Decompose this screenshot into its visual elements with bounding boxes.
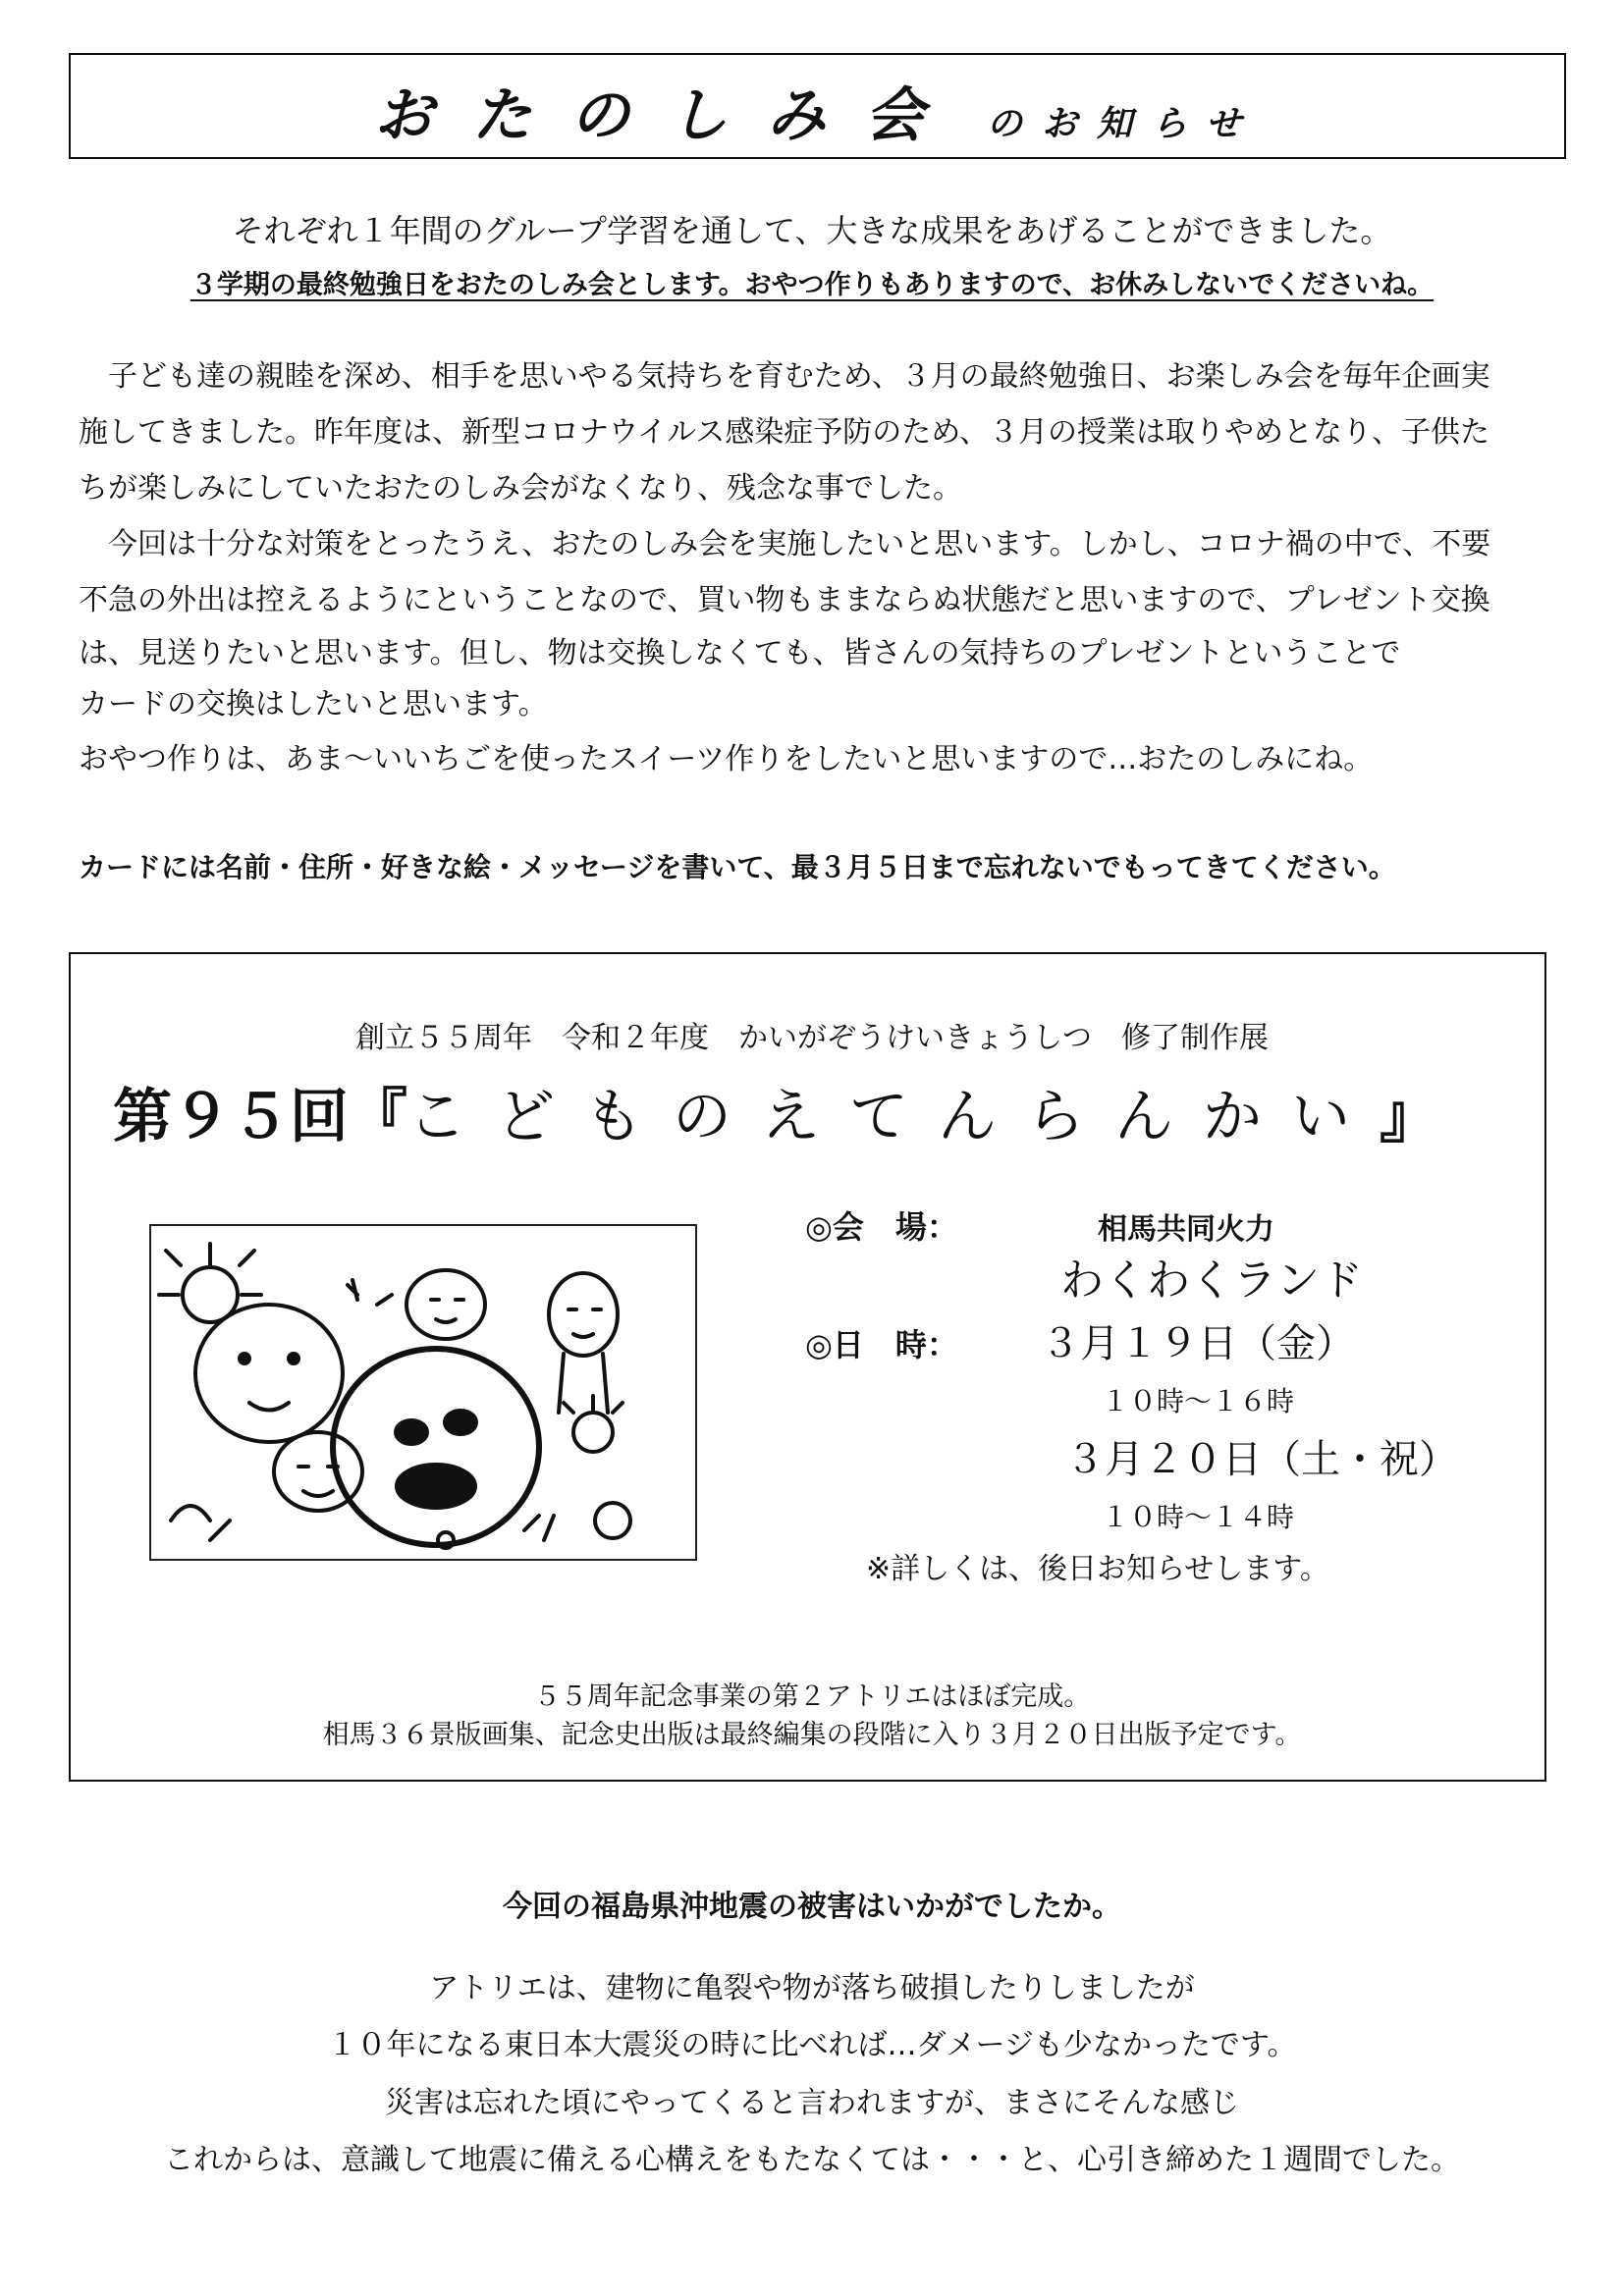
earthquake-line: 災害は忘れた頃にやってくると言われますが、まさにそんな感じ — [385, 2086, 1239, 2120]
exhibition-title-prefix: 第９５回『 — [113, 1083, 407, 1151]
exhibition-title-kana: こどものえてんらんかい — [407, 1083, 1380, 1151]
body-line: カードの交換はしたいと思います。 — [79, 687, 548, 721]
earthquake-line: アトリエは、建物に亀裂や物が落ち破損したりしましたが — [429, 1971, 1195, 2005]
anniversary-line: ５５周年記念事業の第２アトリエはほぼ完成。 — [533, 1682, 1091, 1712]
date-first-day: ３月１９日（金） — [1041, 1321, 1355, 1366]
earthquake-heading: 今回の福島県沖地震の被害はいかがでしたか。 — [503, 1890, 1121, 1924]
anniversary-line: 相馬３６景版画集、記念史出版は最終編集の段階に入り３月２０日出版予定です。 — [322, 1720, 1302, 1750]
earthquake-line: １０年になる東日本大震災の時に比べれば…ダメージも少なかったです。 — [327, 2028, 1297, 2062]
notice-title — [69, 69, 1566, 153]
body-line: 今回は十分な対策をとったうえ、おたのしみ会を実施したいと思います。しかし、コロナ禍の中で、不要 — [79, 527, 1491, 561]
notice-title-main: おたのしみ会 — [374, 81, 964, 150]
body-line: 施してきました。昨年度は、新型コロナウイルス感染症予防のため、３月の授業は取りやめとなり、子供た — [79, 415, 1489, 450]
children-drawing-image — [149, 1224, 697, 1561]
earthquake-line: これからは、意識して地震に備える心構えをもたなくては・・・と、心引き締めた１週間でした。 — [164, 2143, 1460, 2177]
intro-emphasis-text: ３学期の最終勉強日をおたのしみ会とします。おやつ作りもありますので、お休みしないでくださいね。 — [189, 270, 1435, 300]
body-line: 不急の外出は控えるようにということなので、買い物もままならぬ状態だと思いますので、プレゼント交換 — [79, 583, 1490, 617]
exhibition-title-suffix: 』 — [1380, 1083, 1438, 1151]
exhibition-title — [113, 1070, 1438, 1154]
exhibition-subtitle: 創立５５周年 令和２年度 かいがぞうけいきょうしつ 修了制作展 — [355, 1021, 1269, 1055]
venue-name: 相馬共同火力 — [1098, 1212, 1274, 1247]
time-second-day: １０時～１４時 — [1102, 1501, 1295, 1533]
intro-emphasis — [0, 263, 1624, 301]
details-note: ※詳しくは、後日お知らせします。 — [866, 1552, 1329, 1586]
card-instruction: カードには名前・住所・好きな絵・メッセージを書いて、最３月５日まで忘れないでもってきてください。 — [79, 851, 1396, 883]
venue-label: ◎会 場： — [805, 1208, 958, 1246]
venue-place: わくわくランド — [1060, 1255, 1363, 1306]
intro-line: それぞれ１年間のグループ学習を通して、大きな成果をあげることができました。 — [232, 212, 1392, 249]
body-line: おやつ作りは、あま～いいちごを使ったスイーツ作りをしたいと思いますので…おたのしみにね。 — [79, 742, 1374, 776]
body-line: は、見送りたいと思います。但し、物は交換しなくても、皆さんの気持ちのプレゼントということで — [79, 636, 1401, 670]
time-first-day: １０時～１６時 — [1102, 1385, 1295, 1417]
date-label: ◎日 時： — [805, 1326, 958, 1363]
children-drawing-sketch — [151, 1226, 695, 1559]
body-line: 子ども達の親睦を深め、相手を思いやる気持ちを育むため、３月の最終勉強日、お楽しみ会を毎年企画実 — [79, 359, 1490, 394]
body-line: ちが楽しみにしていたおたのしみ会がなくなり、残念な事でした。 — [79, 471, 962, 506]
notice-title-suffix: のお知らせ — [987, 104, 1261, 144]
date-second-day: ３月２０日（土・祝） — [1065, 1437, 1458, 1482]
